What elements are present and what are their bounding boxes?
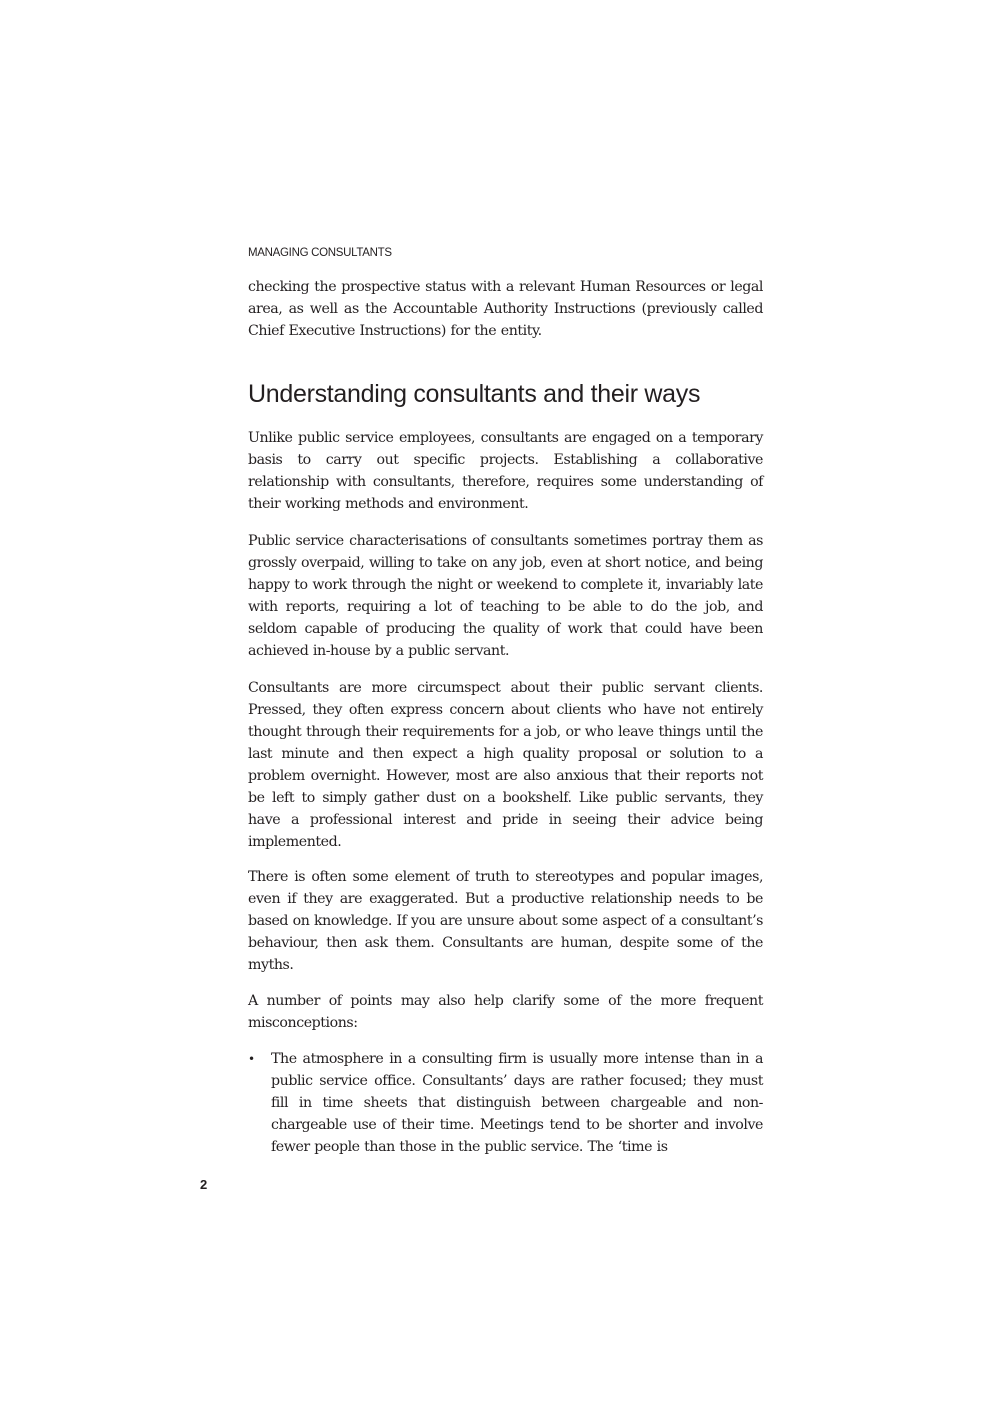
bullet-list (248, 1048, 763, 1158)
paragraph: A number of points may also help clarify some of the more frequent misconceptions: (248, 993, 763, 1031)
running-head: MANAGING CONSULTANTS (248, 247, 392, 259)
paragraph: Unlike public service employees, consultants are engaged on a temporary basis to carry out specific projects. Establishing a collaborative relationship with consultants, therefore, requires some understanding of their working methods and environment. (248, 430, 763, 512)
paragraph: Consultants are more circumspect about their public servant clients. Pressed, they often express concern about clients who have not entirely thought through their requirements for a job, or who leave things until the last minute and then expect a high quality proposal or solution to a problem overnight. However, most are also anxious that their reports not be left to simply gather dust on a bookshelf. Like public servants, they have a professional interest and pride in seeing their advice being implemented. (248, 680, 763, 850)
body-paragraph-2 (248, 530, 763, 662)
list-item (248, 1048, 763, 1158)
body-paragraph-3 (248, 677, 763, 853)
paragraph: Public service characterisations of consultants sometimes portray them as grossly overpaid, willing to take on any job, even at short notice, and being happy to work through the night or weekend to complete it, invariably late with reports, requiring a lot of teaching to be able to do the job, and seldom capable of producing the quality of work that could have been achieved in-house by a public servant. (248, 533, 763, 659)
body-paragraph-1 (248, 427, 763, 515)
list-item-text: The atmosphere in a consulting firm is usually more intense than in a public service office. Consultants’ days are rather focused; they must fill in time sheets that distinguish between chargeable and non-chargeable use of their time. Meetings tend to be shorter and involve fewer people than those in the public service. The ‘time is (271, 1051, 763, 1155)
intro-paragraph (248, 276, 763, 342)
body-paragraph-4 (248, 866, 763, 976)
paragraph: There is often some element of truth to stereotypes and popular images, even if they are exaggerated. But a productive relationship needs to be based on knowledge. If you are unsure about some aspect of a consultant’s behaviour, then ask them. Consultants are human, despite some of the myths. (248, 869, 763, 973)
section-heading: Understanding consultants and their ways (248, 380, 701, 408)
bullet-icon: • (248, 1052, 255, 1066)
body-paragraph-5 (248, 990, 763, 1034)
page-number: 2 (200, 1177, 208, 1192)
paragraph: checking the prospective status with a relevant Human Resources or legal area, as well as the Accountable Authority Instructions (previously called Chief Executive Instructions) for the entity. (248, 279, 763, 339)
